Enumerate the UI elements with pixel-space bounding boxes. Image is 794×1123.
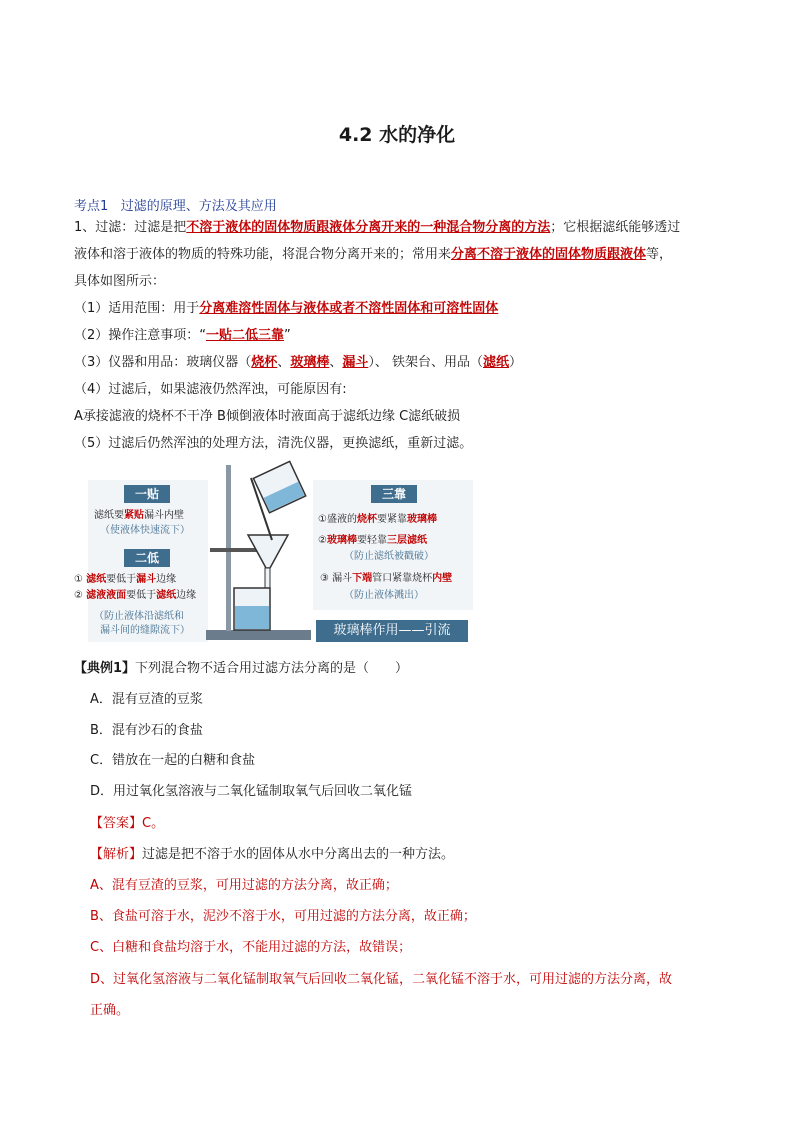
text: 等，: [646, 247, 673, 262]
answer-text: C。: [142, 816, 165, 831]
text: （3）仪器和用品：玻璃仪器（: [74, 355, 252, 370]
text: ②: [74, 590, 87, 601]
text: ）: [509, 355, 523, 370]
stand-base: [206, 630, 311, 640]
item-1: [74, 300, 498, 318]
red-text: 烧杯: [356, 514, 377, 525]
text: （1）适用范围：用于: [74, 301, 200, 316]
answer-label: 【答案】: [90, 816, 143, 831]
page-title: 4.2 水的净化: [338, 124, 456, 146]
item-2: [74, 327, 291, 345]
analysis: [90, 846, 454, 864]
item-4: （4）过滤后，如果滤液仍然浑浊，可能原因有:: [74, 382, 347, 397]
text: ①盛液的: [318, 514, 357, 525]
red-text: 玻璃棒: [326, 535, 357, 546]
text: 要低于: [126, 590, 157, 601]
text: 漏斗内壁: [144, 510, 184, 521]
text: （2）操作注意事项：“: [74, 328, 207, 343]
paragraph-1-line-3: 具体如图所示：: [74, 274, 166, 289]
sankao-line-3: [320, 571, 452, 586]
highlight-text: 分离不溶于液体的固体物质跟液体: [451, 247, 647, 262]
red-text: 三层滤纸: [386, 535, 427, 546]
item-3: [74, 354, 522, 372]
highlight-text: 滤纸: [483, 355, 510, 370]
sankao-tag: 三靠: [371, 485, 417, 503]
analysis-line-b: B、食盐可溶于水，泥沙不溶于水，可用过滤的方法分离，故正确；: [90, 909, 476, 924]
analysis-line-a: A、混有豆渣的豆浆，可用过滤的方法分离，故正确；: [90, 878, 398, 893]
text: ）、 铁架台、用品（: [368, 355, 483, 370]
yitie-line: [94, 508, 184, 523]
answer: [90, 815, 164, 833]
pouring-beaker: [253, 461, 305, 512]
glass-rod-role: 玻璃棒作用——引流: [316, 620, 468, 642]
text: 边缘: [176, 590, 197, 601]
text: ②: [318, 535, 327, 546]
filtration-diagram: [74, 460, 473, 648]
question-text: 下列混合物不适合用过滤方法分离的是（ ）: [135, 661, 409, 676]
highlight-text: 漏斗: [342, 355, 369, 370]
text: 要紧靠: [376, 514, 407, 525]
sankao-note-3: （防止液体溅出）: [344, 590, 424, 601]
option-a: A．混有豆渣的豆浆: [90, 692, 203, 707]
highlight-text: 不溶于液体的固体物质跟液体分离开来的一种混合物分离的方法: [186, 220, 551, 235]
sankao-line-2: [318, 533, 427, 548]
yitie-note: （使液体快速流下）: [100, 525, 190, 536]
yitie-tag: 一贴: [124, 485, 170, 503]
highlight-text: 分离难溶性固体与液体或者不溶性固体和可溶性固体: [199, 301, 499, 316]
sankao-note-2: （防止滤纸被戳破）: [344, 551, 434, 562]
text: 液体和溶于液体的物质的特殊功能，将混合物分离开来的；常用来: [74, 247, 452, 262]
paragraph-1-line-1: [74, 219, 680, 237]
erdi-line-2: [74, 588, 196, 603]
text: 要轻靠: [356, 535, 387, 546]
kaodian-label: 考点1: [74, 199, 109, 214]
analysis-line-d-end: 正确。: [90, 1003, 130, 1018]
text: 边缘: [156, 574, 177, 585]
red-text: 内壁: [432, 573, 453, 584]
kaodian-text: 过滤的原理、方法及其应用: [120, 199, 277, 214]
option-c: C．错放在一起的白糖和食盐: [90, 753, 256, 768]
analysis-label: 【解析】: [90, 847, 143, 862]
text: ”: [284, 328, 291, 343]
text: 1、过滤：过滤是把: [74, 220, 187, 235]
erdi-note-1: （防止液体沿滤纸和: [94, 611, 184, 622]
red-text: 下端: [352, 573, 373, 584]
highlight-text: 一贴二低三靠: [206, 328, 285, 343]
item-5: （5）过滤后仍然浑浊的处理方法，清洗仪器，更换滤纸，重新过滤。: [74, 436, 473, 451]
item-4-causes: A承接滤液的烧杯不干净 B倾倒液体时液面高于滤纸边缘 C滤纸破损: [74, 409, 461, 424]
red-text: 漏斗: [136, 574, 157, 585]
filtrate: [235, 606, 269, 629]
filtration-apparatus-illustration: [198, 460, 323, 648]
option-d: D．用过氧化氢溶液与二氧化锰制取氧气后回收二氧化锰: [90, 784, 413, 799]
sankao-line-1: [318, 512, 437, 527]
text: 管口紧靠烧杯: [372, 573, 433, 584]
example-question: [74, 660, 408, 678]
red-text: 滤纸: [156, 590, 177, 601]
highlight-text: 玻璃棒: [290, 355, 330, 370]
kaodian-heading: [74, 195, 277, 214]
red-text: 滤纸: [86, 574, 107, 585]
erdi-line-1: [74, 572, 176, 587]
paragraph-1-line-2: [74, 246, 672, 264]
example-label: 【典例1】: [74, 661, 136, 676]
erdi-tag: 二低: [124, 549, 170, 567]
highlight-text: 烧杯: [251, 355, 278, 370]
text: ；它根据滤纸能够透过: [550, 220, 681, 235]
text: ①: [74, 574, 87, 585]
text: 滤纸要: [94, 510, 124, 521]
analysis-line-d: D、过氧化氢溶液与二氧化锰制取氧气后回收二氧化锰，二氧化锰不溶于水，可用过滤的方法分离，故: [90, 972, 673, 987]
option-b: B．混有沙石的食盐: [90, 723, 203, 738]
analysis-text: 过滤是把不溶于水的固体从水中分离出去的一种方法。: [142, 847, 455, 862]
analysis-line-c: C、白糖和食盐均溶于水，不能用过滤的方法，故错误；: [90, 940, 412, 955]
red-text: 玻璃棒: [406, 514, 437, 525]
text: 、: [277, 355, 291, 370]
red-text: 紧贴: [124, 510, 144, 521]
text: 、: [329, 355, 343, 370]
erdi-note-2: 漏斗间的缝隙流下）: [100, 625, 190, 636]
text: 要低于: [106, 574, 137, 585]
red-text: 滤液液面: [86, 590, 127, 601]
text: ③ 漏斗: [320, 573, 353, 584]
